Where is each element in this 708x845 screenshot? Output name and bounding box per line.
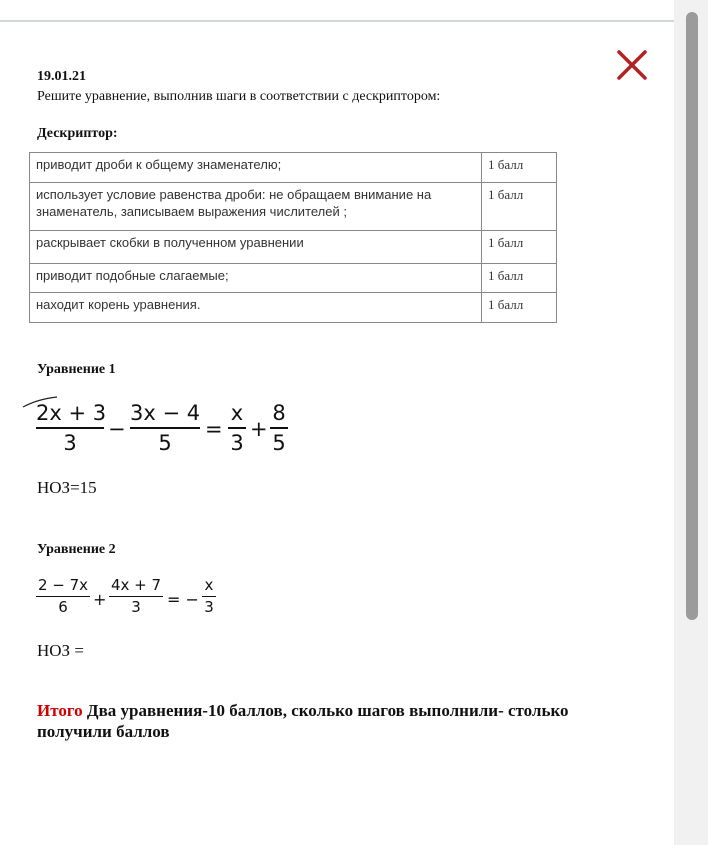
denominator: 5	[158, 431, 172, 455]
criterion-cell: приводит дроби к общему знаменателю;	[30, 153, 482, 183]
numerator: x	[204, 576, 214, 594]
eq1-fraction-1	[36, 400, 107, 456]
fraction-bar	[228, 427, 246, 429]
numerator: x	[230, 401, 244, 425]
points-cell: 1 балл	[482, 231, 557, 264]
descriptor-table	[29, 152, 557, 323]
denominator: 3	[63, 431, 77, 455]
eq2-fraction-3	[202, 576, 216, 617]
criterion-cell: использует условие равенства дроби: не обращаем внимание на знаменатель, записываем выражения числителей ;	[30, 183, 482, 231]
denominator: 3	[204, 598, 214, 616]
equation-2-title: Уравнение 2	[37, 542, 116, 557]
fraction-bar	[36, 596, 90, 597]
eq2-fraction-2	[109, 576, 163, 617]
eq1-operator-plus: +	[250, 417, 268, 441]
fraction-bar	[130, 427, 200, 429]
table-row	[30, 293, 557, 323]
numerator: 2 − 7x	[37, 576, 89, 594]
criterion-cell: раскрывает скобки в полученном уравнении	[30, 231, 482, 264]
eq1-fraction-3	[228, 400, 246, 456]
criterion-cell: находит корень уравнения.	[30, 293, 482, 323]
numerator: 2x + 3	[36, 401, 107, 425]
numerator: 4x + 7	[110, 576, 162, 594]
eq2-noz: НОЗ =	[37, 641, 84, 660]
descriptor-title: Дескриптор:	[37, 126, 118, 141]
fraction-bar	[270, 427, 288, 429]
denominator: 3	[230, 431, 244, 455]
table-row	[30, 153, 557, 183]
denominator: 6	[58, 598, 68, 616]
fraction-bar	[36, 427, 104, 429]
total-text: Два уравнения-10 баллов, сколько шагов выполнили- столько получили баллов	[37, 701, 569, 741]
eq2-operator-plus: +	[93, 590, 107, 609]
eq1-noz: НОЗ=15	[37, 478, 97, 497]
table-row	[30, 231, 557, 264]
eq1-equals: =	[205, 417, 223, 441]
denominator: 3	[131, 598, 141, 616]
fraction-bar	[109, 596, 163, 597]
points-cell: 1 балл	[482, 183, 557, 231]
total-note	[37, 700, 637, 742]
numerator: 3x − 4	[130, 401, 201, 425]
criterion-cell: приводит подобные слагаемые;	[30, 264, 482, 293]
eq2-equals-minus: = −	[167, 590, 199, 609]
top-bar	[0, 0, 674, 22]
eq2-fraction-1	[36, 576, 90, 617]
points-cell: 1 балл	[482, 264, 557, 293]
scrollbar-thumb[interactable]	[686, 12, 698, 620]
total-label: Итого	[37, 701, 83, 720]
table-row	[30, 264, 557, 293]
numerator: 8	[272, 401, 286, 425]
points-cell: 1 балл	[482, 153, 557, 183]
points-cell: 1 балл	[482, 293, 557, 323]
table-row	[30, 183, 557, 231]
eq1-operator-minus: −	[108, 417, 126, 441]
equation-1-title: Уравнение 1	[37, 362, 116, 377]
fraction-bar	[202, 596, 216, 597]
denominator: 5	[272, 431, 286, 455]
close-icon[interactable]	[614, 47, 650, 83]
eq1-fraction-2	[130, 400, 200, 456]
eq1-fraction-4	[270, 400, 288, 456]
date: 19.01.21	[37, 69, 86, 84]
instruction: Решите уравнение, выполнив шаги в соответствии с дескриптором:	[37, 89, 441, 104]
